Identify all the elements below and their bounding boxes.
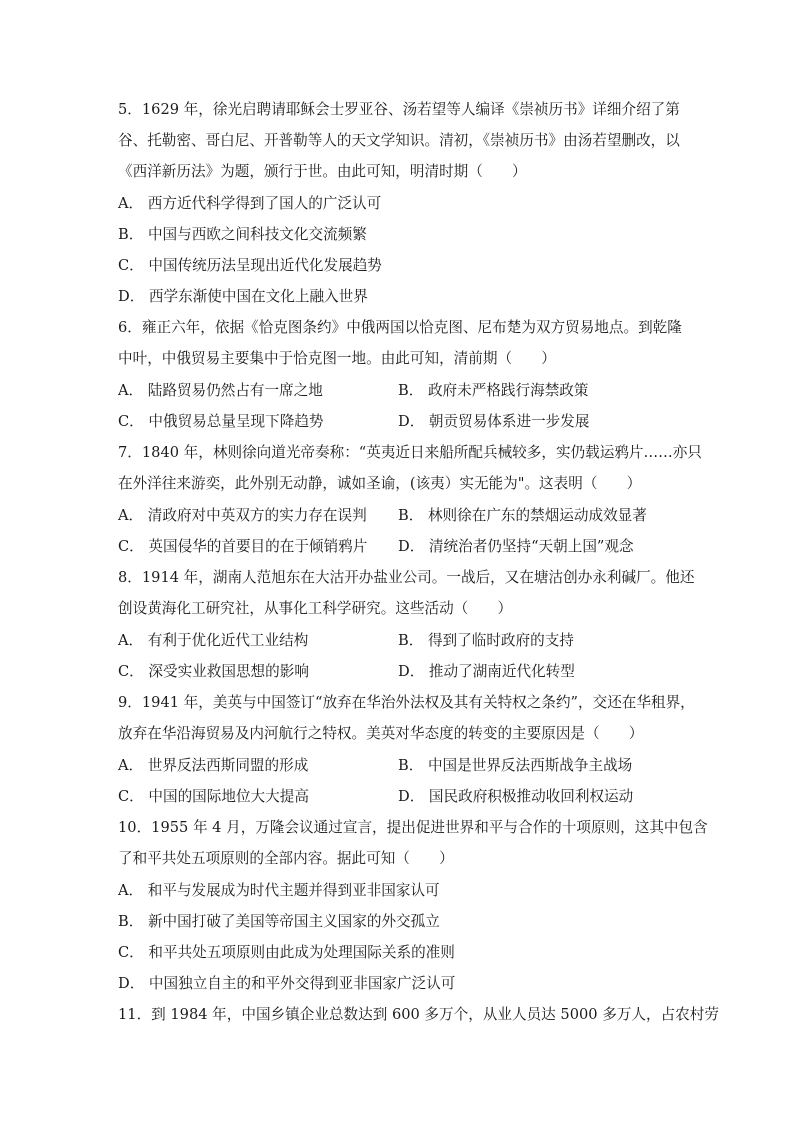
- question-10-option-a: A． 和平与发展成为时代主题并得到亚非国家认可: [118, 882, 440, 899]
- question-7-option-b: B． 林则徐在广东的禁烟运动成效显著: [398, 507, 647, 524]
- question-7-option-d: D． 清统治者仍坚持“天朝上国”观念: [398, 538, 634, 555]
- question-5-line-3: 《西洋新历法》为题，颁行于世。由此可知，明清时期（ ）: [118, 163, 527, 180]
- question-5-option-a: A． 西方近代科学得到了国人的广泛认可: [118, 195, 382, 212]
- question-8-option-a: A． 有利于优化近代工业结构: [118, 632, 309, 649]
- question-6-option-a: A． 陆路贸易仍然占有一席之地: [118, 382, 323, 399]
- question-7-line-1: 7．1840 年，林则徐向道光帝奏称：“英夷近日来船所配兵械较多，实仍载运鸦片……亦只: [118, 444, 702, 461]
- question-5-option-d: D． 西学东渐使中国在文化上融入世界: [118, 288, 368, 305]
- question-8-line-2: 创设黄海化工研究社，从事化工科学研究。这些活动（ ）: [118, 600, 513, 617]
- question-9-option-b: B． 中国是世界反法西斯战争主战场: [398, 757, 633, 774]
- question-9-line-2: 放弃在华沿海贸易及内河航行之特权。美英对华态度的转变的主要原因是（ ）: [118, 725, 644, 742]
- question-6-line-2: 中叶，中俄贸易主要集中于恰克图一地。由此可知，清前期（ ）: [118, 350, 556, 367]
- question-9-line-1: 9．1941 年，美英与中国签订“放弃在华治外法权及其有关特权之条约”，交还在华租界，: [118, 694, 695, 711]
- question-5-option-c: C． 中国传统历法呈现出近代化发展趋势: [118, 257, 382, 274]
- question-10-line-2: 了和平共处五项原则的全部内容。据此可知（ ）: [118, 850, 454, 867]
- question-9-option-c: C． 中国的国际地位大大提高: [118, 788, 309, 805]
- question-8-option-b: B． 得到了临时政府的支持: [398, 632, 574, 649]
- question-7-line-2: 在外洋往来游奕，此外别无动静，诚如圣谕，(该夷）实无能为"。这表明（ ）: [118, 475, 642, 492]
- question-8-option-d: D． 推动了湖南近代化转型: [398, 663, 575, 680]
- question-5-option-b: B． 中国与西欧之间科技文化交流频繁: [118, 226, 367, 243]
- question-6-option-b: B． 政府未严格践行海禁政策: [398, 382, 589, 399]
- question-9-option-a: A． 世界反法西斯同盟的形成: [118, 757, 309, 774]
- question-6-line-1: 6．雍正六年，依据《恰克图条约》中俄两国以恰克图、尼布楚为双方贸易地点。到乾隆: [118, 319, 682, 336]
- question-6-option-c: C． 中俄贸易总量呈现下降趋势: [118, 413, 324, 430]
- question-10-option-b: B． 新中国打破了美国等帝国主义国家的外交孤立: [118, 913, 440, 930]
- question-8-option-c: C． 深受实业救国思想的影响: [118, 663, 309, 680]
- question-8-line-1: 8．1914 年，湖南人范旭东在大沽开办盐业公司。一战后，又在塘沽创办永利碱厂。他还: [118, 569, 695, 586]
- question-10-option-d: D． 中国独立自主的和平外交得到亚非国家广泛认可: [118, 975, 456, 992]
- question-9-option-d: D． 国民政府积极推动收回利权运动: [398, 788, 634, 805]
- question-11-line-1: 11．到 1984 年，中国乡镇企业总数达到 600 多万个，从业人员达 5000 多万人，占农村劳: [118, 1006, 719, 1023]
- question-5-line-2: 谷、托勒密、哥白尼、开普勒等人的天文学知识。清初，《崇祯历书》由汤若望删改，以: [118, 132, 680, 149]
- question-7-option-c: C． 英国侵华的首要目的在于倾销鸦片: [118, 538, 368, 555]
- question-10-option-c: C． 和平共处五项原则由此成为处理国际关系的准则: [118, 944, 455, 961]
- question-5-line-1: 5．1629 年，徐光启聘请耶稣会士罗亚谷、汤若望等人编译《崇祯历书》详细介绍了第: [118, 101, 680, 118]
- question-10-line-1: 10．1955 年 4 月，万隆会议通过宣言，提出促进世界和平与合作的十项原则，这其中包含: [118, 819, 708, 836]
- question-6-option-d: D． 朝贡贸易体系进一步发展: [398, 413, 590, 430]
- question-7-option-a: A． 清政府对中英双方的实力存在误判: [118, 507, 367, 524]
